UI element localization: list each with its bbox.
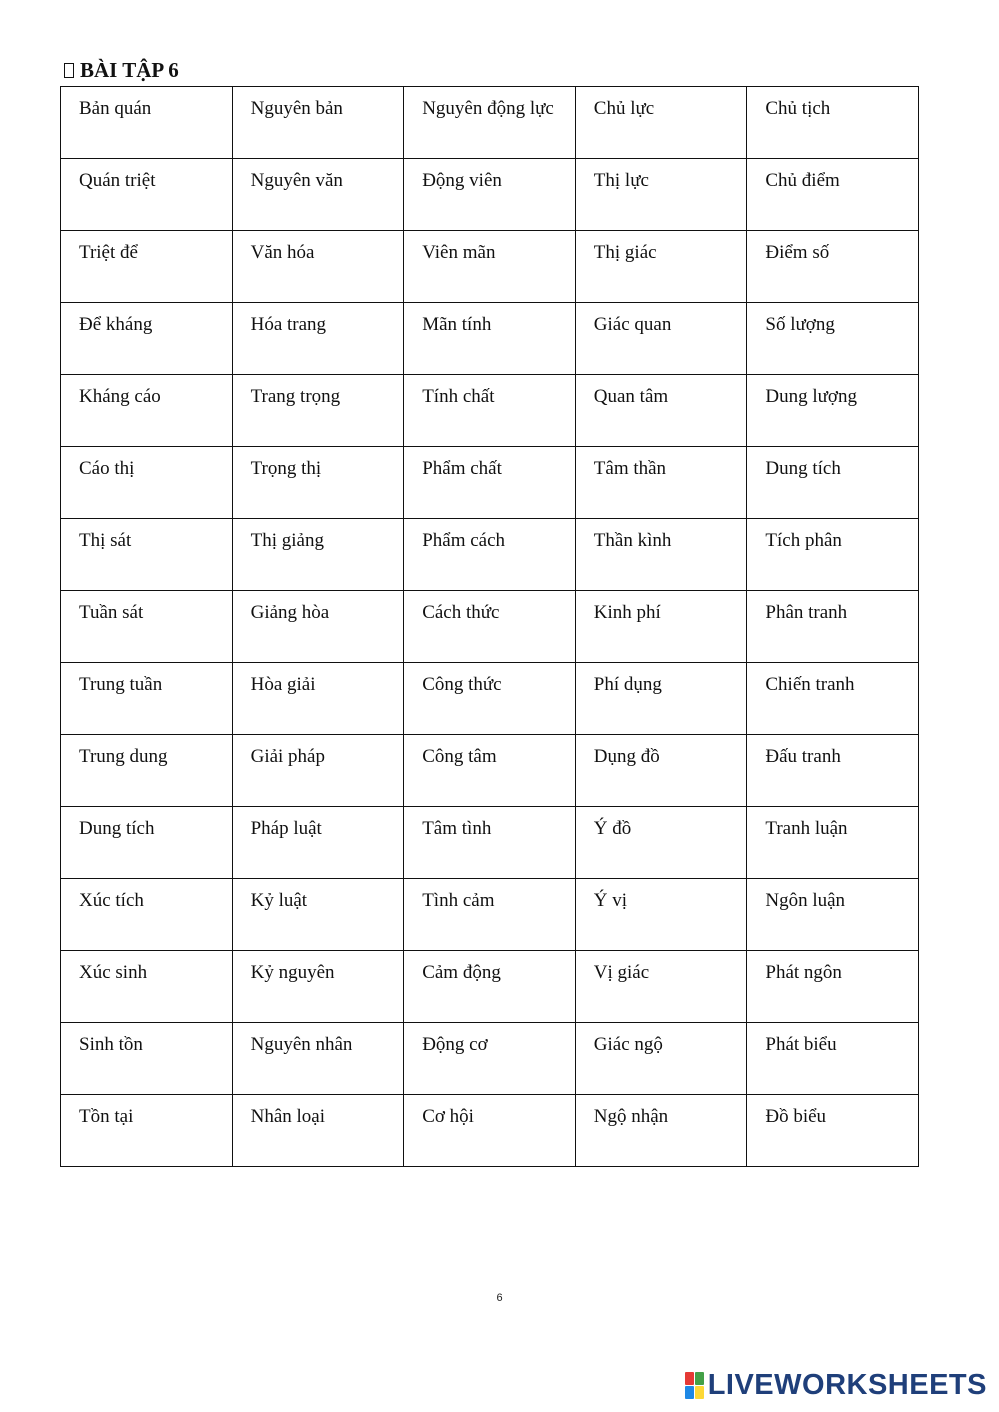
table-row <box>61 735 919 807</box>
table-row <box>61 663 919 735</box>
table-cell: Bản quán <box>61 87 233 159</box>
table-cell: Điểm số <box>747 231 919 303</box>
table-cell: Ngôn luận <box>747 879 919 951</box>
table-cell: Thần kình <box>575 519 747 591</box>
table-cell: Giác ngộ <box>575 1023 747 1095</box>
table-cell: Phát ngôn <box>747 951 919 1023</box>
liveworksheets-logo-icon <box>685 1372 704 1399</box>
checkbox-icon <box>64 63 74 78</box>
table-cell: Hóa trang <box>232 303 404 375</box>
table-cell: Kinh phí <box>575 591 747 663</box>
table-cell: Nhân loại <box>232 1095 404 1167</box>
table-cell: Phân tranh <box>747 591 919 663</box>
table-cell: Chiến tranh <box>747 663 919 735</box>
table-row <box>61 519 919 591</box>
table-cell: Ngộ nhận <box>575 1095 747 1167</box>
table-cell: Phẩm cách <box>404 519 576 591</box>
table-cell: Quan tâm <box>575 375 747 447</box>
table-cell: Cảm động <box>404 951 576 1023</box>
table-cell: Sinh tồn <box>61 1023 233 1095</box>
table-cell: Tuần sát <box>61 591 233 663</box>
table-cell: Mãn tính <box>404 303 576 375</box>
table-cell: Dung lượng <box>747 375 919 447</box>
table-row <box>61 375 919 447</box>
table-row <box>61 591 919 663</box>
table-cell: Chủ điểm <box>747 159 919 231</box>
table-row <box>61 951 919 1023</box>
table-cell: Xúc sinh <box>61 951 233 1023</box>
table-cell: Đấu tranh <box>747 735 919 807</box>
table-cell: Xúc tích <box>61 879 233 951</box>
table-cell: Trung dung <box>61 735 233 807</box>
table-row <box>61 1095 919 1167</box>
table-cell: Cáo thị <box>61 447 233 519</box>
table-cell: Phẩm chất <box>404 447 576 519</box>
table-cell: Viên mãn <box>404 231 576 303</box>
table-cell: Triệt để <box>61 231 233 303</box>
table-row <box>61 303 919 375</box>
table-cell: Công thức <box>404 663 576 735</box>
logo-tile-blue <box>685 1386 694 1399</box>
table-cell: Động cơ <box>404 1023 576 1095</box>
table-row <box>61 1023 919 1095</box>
table-cell: Thị giác <box>575 231 747 303</box>
table-cell: Giảng hòa <box>232 591 404 663</box>
table-cell: Kỷ luật <box>232 879 404 951</box>
table-cell: Số lượng <box>747 303 919 375</box>
liveworksheets-brand <box>685 1371 987 1400</box>
table-cell: Kháng cáo <box>61 375 233 447</box>
table-row <box>61 807 919 879</box>
table-cell: Đồ biểu <box>747 1095 919 1167</box>
logo-tile-green <box>695 1372 704 1385</box>
table-cell: Kỷ nguyên <box>232 951 404 1023</box>
table-cell: Hòa giải <box>232 663 404 735</box>
table-cell: Tình cảm <box>404 879 576 951</box>
table-cell: Pháp luật <box>232 807 404 879</box>
table-cell: Giác quan <box>575 303 747 375</box>
table-cell: Nguyên nhân <box>232 1023 404 1095</box>
word-chain-table-body <box>61 87 919 1167</box>
table-cell: Thị giảng <box>232 519 404 591</box>
table-cell: Thị lực <box>575 159 747 231</box>
table-cell: Giải pháp <box>232 735 404 807</box>
page-number: 6 <box>496 1292 503 1304</box>
table-cell: Vị giác <box>575 951 747 1023</box>
table-cell: Dung tích <box>747 447 919 519</box>
table-cell: Thị sát <box>61 519 233 591</box>
table-cell: Tích phân <box>747 519 919 591</box>
table-row <box>61 879 919 951</box>
table-cell: Động viên <box>404 159 576 231</box>
table-cell: Phí dụng <box>575 663 747 735</box>
table-cell: Phát biểu <box>747 1023 919 1095</box>
exercise-title <box>64 58 179 83</box>
logo-tile-red <box>685 1372 694 1385</box>
table-row <box>61 87 919 159</box>
table-cell: Tâm thần <box>575 447 747 519</box>
exercise-title-text: BÀI TẬP 6 <box>80 58 179 82</box>
table-cell: Tồn tại <box>61 1095 233 1167</box>
table-cell: Nguyên động lực <box>404 87 576 159</box>
table-cell: Dụng đồ <box>575 735 747 807</box>
word-chain-table <box>60 86 919 1167</box>
table-cell: Tính chất <box>404 375 576 447</box>
table-cell: Cơ hội <box>404 1095 576 1167</box>
table-cell: Nguyên bản <box>232 87 404 159</box>
table-cell: Trọng thị <box>232 447 404 519</box>
table-cell: Cách thức <box>404 591 576 663</box>
table-cell: Trung tuần <box>61 663 233 735</box>
table-cell: Để kháng <box>61 303 233 375</box>
table-cell: Dung tích <box>61 807 233 879</box>
table-cell: Công tâm <box>404 735 576 807</box>
table-row <box>61 231 919 303</box>
table-cell: Tâm tình <box>404 807 576 879</box>
table-row <box>61 159 919 231</box>
table-cell: Trang trọng <box>232 375 404 447</box>
logo-tile-yellow <box>695 1386 704 1399</box>
table-cell: Văn hóa <box>232 231 404 303</box>
table-cell: Chủ tịch <box>747 87 919 159</box>
table-cell: Ý đồ <box>575 807 747 879</box>
table-row <box>61 447 919 519</box>
table-cell: Tranh luận <box>747 807 919 879</box>
table-cell: Quán triệt <box>61 159 233 231</box>
liveworksheets-wordmark: LIVEWORKSHEETS <box>707 1369 987 1401</box>
table-cell: Chủ lực <box>575 87 747 159</box>
table-cell: Nguyên văn <box>232 159 404 231</box>
table-cell: Ý vị <box>575 879 747 951</box>
